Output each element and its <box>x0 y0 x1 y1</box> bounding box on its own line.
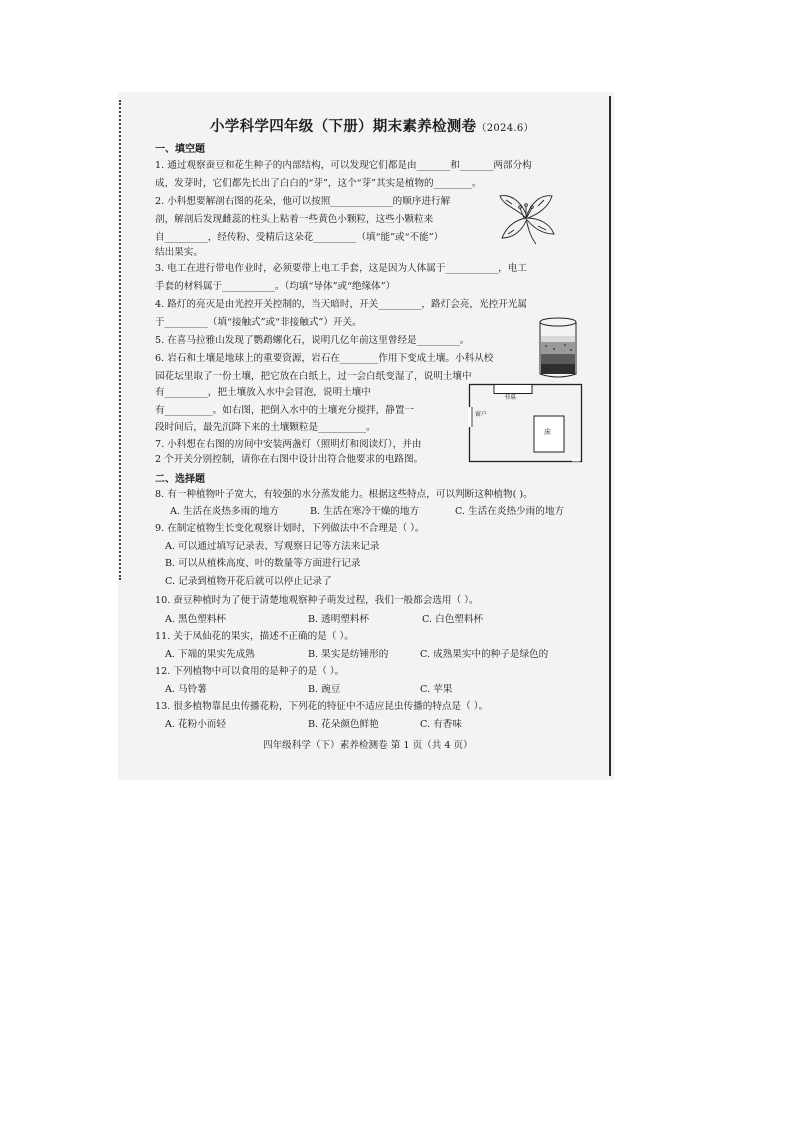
q13-stem: 13. 很多植物靠昆虫传播花粉，下列花的特征中不适应昆虫传播的特点是（ ）。 <box>155 701 489 712</box>
page-edge <box>609 96 611 776</box>
q6-line-5: 段时间后，最先沉降下来的土壤颗粒是__________。 <box>155 422 376 433</box>
q2-line-4: 结出果实。 <box>155 247 203 258</box>
q8-option-c: C. 生活在炎热少雨的地方 <box>455 506 565 517</box>
q13-option-b: B. 花朵颜色鲜艳 <box>308 719 379 730</box>
section-fill-heading: 一、填空题 <box>155 144 205 155</box>
q1-line-1: 1. 通过观察蚕豆和花生种子的内部结构，可以发现它们都是由_______和_______两部分构 <box>155 160 532 171</box>
q11-stem: 11. 关于凤仙花的果实，描述不正确的是（ ）。 <box>155 631 354 642</box>
q13-option-c: C. 有香味 <box>420 719 462 730</box>
flower-figure <box>496 188 558 246</box>
q6-line-1: 6. 岩石和土壤是地球上的重要资源，岩石在________作用下变成土壤。小科从校 <box>155 353 494 364</box>
binding-line <box>119 100 122 580</box>
room-figure <box>468 383 583 463</box>
room-desk-label: 书桌 <box>504 394 517 401</box>
q4-line-1: 4. 路灯的亮灭是由光控开关控制的，当天暗时，开关_________，路灯会亮，光控开光属 <box>155 299 527 310</box>
room-bed-label: 床 <box>544 428 551 436</box>
q9-option-a: A. 可以通过填写记录表、写观察日记等方法来记录 <box>165 541 380 552</box>
q5-line: 5. 在喜马拉雅山发现了鹦鹉螺化石，说明几亿年前这里曾经是_________。 <box>155 335 470 346</box>
beaker-figure <box>538 316 578 380</box>
exam-title: 小学科学四年级（下册）期末素养检测卷（2024.6） <box>210 118 534 135</box>
q13-option-a: A. 花粉小而轻 <box>165 719 226 730</box>
q6-line-2: 园花坛里取了一份土壤，把它放在白纸上，过一会白纸变湿了，说明土壤中 <box>155 371 472 382</box>
q10-option-a: A. 黑色塑料杯 <box>165 614 226 625</box>
q2-line-2: 剖，解剖后发现雌蕊的柱头上粘着一些黄色小颗粒，这些小颗粒来 <box>155 214 434 225</box>
q6-line-3: 有_________，把土壤放入水中会冒泡，说明土壤中 <box>155 387 371 398</box>
page-footer: 四年级科学（下）素养检测卷 第 1 页（共 4 页） <box>263 740 473 751</box>
q12-option-c: C. 苹果 <box>420 684 453 695</box>
room-window-label: 窗户 <box>475 411 488 418</box>
q1-line-2: 成，发芽时，它们都先长出了白白的“芽”，这个“芽”其实是植物的________。 <box>155 178 482 189</box>
q10-option-c: C. 白色塑料杯 <box>422 614 484 625</box>
q7-line-2: 2 个开关分别控制，请你在右图中设计出符合他要求的电路图。 <box>155 454 424 465</box>
q11-option-b: B. 果实是纺锤形的 <box>308 649 389 660</box>
section-choice-heading: 二、选择题 <box>155 474 205 485</box>
q6-line-4: 有__________。如右图，把倒入水中的土壤充分搅拌，静置一 <box>155 405 415 416</box>
q2-line-1: 2. 小科想要解剖右图的花朵，他可以按照_____________的顺序进行解 <box>155 196 451 207</box>
q10-option-b: B. 透明塑料杯 <box>308 614 370 625</box>
q4-line-2: 于_________（填“接触式”或“非接触式”）开关。 <box>155 317 362 328</box>
q3-line-2: 手套的材料属于___________。（均填“导体”或“绝缘体”） <box>155 281 396 292</box>
q8-option-a: A. 生活在炎热多雨的地方 <box>170 506 279 517</box>
q10-stem: 10. 蚕豆种植时为了便于清楚地观察种子萌发过程，我们一般都会选用（ ）。 <box>155 595 479 606</box>
q8-stem: 8. 有一种植物叶子宽大，有较强的水分蒸发能力。根据这些特点，可以判断这种植物( )。 <box>155 489 533 500</box>
q11-option-c: C. 成熟果实中的种子是绿色的 <box>420 649 549 660</box>
q2-line-3: 自_________，经传粉、受精后这朵花_________（填“能”或“不能”） <box>155 232 444 243</box>
q3-line-1: 3. 电工在进行带电作业时，必须要带上电工手套，这是因为人体属于___________，电工 <box>155 263 527 274</box>
q8-option-b: B. 生活在寒冷干燥的地方 <box>310 506 420 517</box>
q12-option-a: A. 马铃薯 <box>165 684 207 695</box>
q12-stem: 12. 下列植物中可以食用的是种子的是（ ）。 <box>155 666 345 677</box>
q7-line-1: 7. 小科想在右图的房间中安装两盏灯（照明灯和阅读灯），并由 <box>155 439 422 450</box>
q9-stem: 9. 在制定植物生长变化观察计划时，下列做法中不合理是（ ）。 <box>155 523 425 534</box>
q11-option-a: A. 下端的果实先成熟 <box>165 649 255 660</box>
q12-option-b: B. 豌豆 <box>308 684 341 695</box>
q9-option-b: B. 可以从植株高度、叶的数量等方面进行记录 <box>165 558 361 569</box>
q9-option-c: C. 记录到植物开花后就可以停止记录了 <box>165 576 332 587</box>
